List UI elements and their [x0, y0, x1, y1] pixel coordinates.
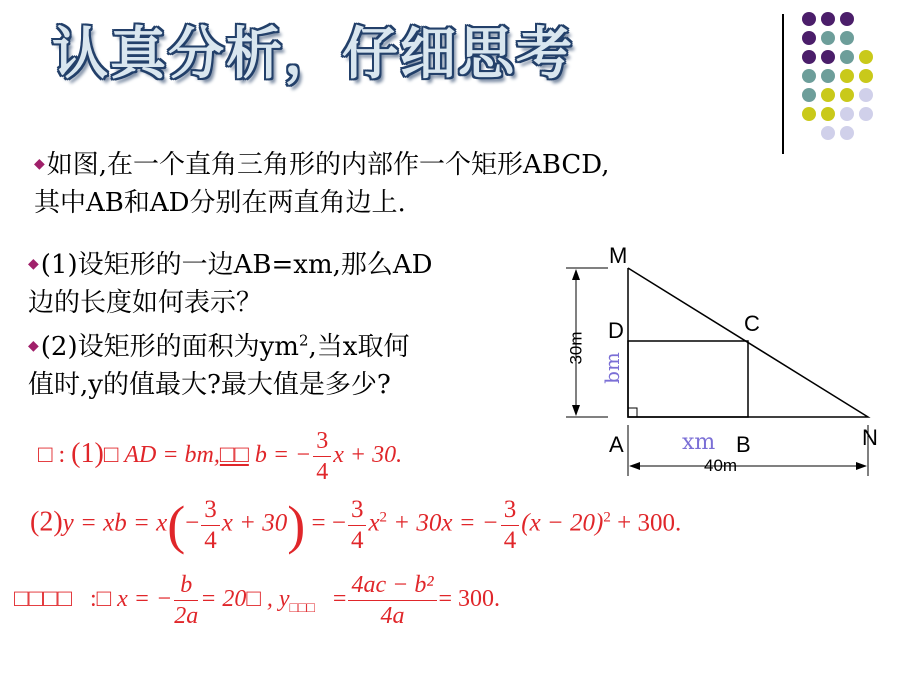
solution-line-1 — [38, 426, 402, 487]
s3-frac1-num: b — [174, 570, 198, 601]
dot — [840, 69, 854, 83]
s3-boxes: □□□□ — [14, 586, 72, 613]
s3-frac2-den: 4a — [380, 603, 405, 629]
right-angle-marker — [628, 408, 637, 417]
decorative-dot-grid — [800, 12, 890, 142]
s1-fraction — [313, 426, 331, 487]
s2-fraction-3 — [501, 495, 520, 556]
dot — [802, 69, 816, 83]
dot — [840, 31, 854, 45]
label-d: D — [608, 318, 624, 343]
s2-frac-den: 4 — [204, 526, 217, 554]
dot — [821, 88, 835, 102]
q2-line-1a: (2)设矩形的面积为ym — [40, 332, 299, 362]
dot — [821, 31, 835, 45]
paren-close: ) — [287, 495, 306, 555]
s2-c: = − — [311, 509, 346, 537]
s3-frac2-num: 4ac − b² — [348, 570, 436, 601]
s1-frac-num: 3 — [313, 426, 331, 457]
dot — [802, 12, 816, 26]
slide-title: 认真分析，仔细思考 — [52, 22, 574, 87]
dot — [840, 126, 854, 140]
q2-line-2: 值时,y的值最大?最大值是多少? — [28, 370, 391, 400]
s2-f: (x − 20) — [521, 509, 604, 537]
q1-line-2: 边的长度如何表示？ — [28, 288, 263, 318]
intro-line-1: 如图,在一个直角三角形的内部作一个矩形ABCD, — [46, 150, 610, 180]
minus: − — [185, 509, 200, 537]
intro-line-2: 其中AB和AD分别在两直角边上. — [34, 188, 406, 218]
label-xm: xm — [682, 430, 716, 455]
arrow-down — [572, 405, 580, 416]
arrow-right — [856, 462, 867, 470]
bullet-icon: ◆ — [28, 256, 39, 272]
dot — [802, 107, 816, 121]
s1-eq: AD = bm, — [124, 442, 220, 469]
dot — [859, 107, 873, 121]
dot — [859, 50, 873, 64]
dot — [859, 88, 873, 102]
s2-fraction-2 — [348, 495, 367, 556]
s3-tail: = 300. — [438, 586, 501, 613]
paren-open: ( — [167, 495, 186, 555]
s2-frac2-den: 4 — [350, 526, 364, 554]
s2-frac-num: 3 — [201, 495, 220, 526]
solution-line-2 — [30, 494, 681, 556]
s1-boxes: □□ — [219, 442, 249, 469]
label-bm: bm — [599, 352, 624, 384]
s2-d: x — [368, 509, 380, 537]
s3-sub: □□□ — [289, 600, 315, 616]
q1-line-1: (1)设矩形的一边AB=xm,那么AD — [40, 250, 433, 280]
s3-eq: = — [332, 586, 347, 613]
intro-text — [34, 148, 610, 220]
s2-num: (2) — [30, 506, 63, 538]
dot — [821, 50, 835, 64]
s3-colon: :□ — [89, 586, 112, 613]
bullet-icon: ◆ — [34, 156, 45, 172]
arrow-left — [629, 462, 640, 470]
q2-sup: 2 — [298, 331, 309, 350]
s2-frac2-num: 3 — [348, 495, 367, 526]
dot — [821, 69, 835, 83]
solution-line-3 — [14, 570, 500, 631]
s3-x: x = − — [117, 586, 173, 613]
s2-e: + 30x = − — [393, 509, 499, 537]
s3-mid: = 20□ , y — [200, 586, 290, 613]
question-2 — [28, 330, 409, 402]
s2-frac3-num: 3 — [501, 495, 520, 526]
dot — [802, 88, 816, 102]
arrow-up — [572, 269, 580, 280]
q2-line-1b: ,当x取何 — [308, 332, 410, 362]
label-c: C — [744, 311, 760, 336]
s2-f-sup: 2 — [603, 509, 611, 526]
dot — [840, 107, 854, 121]
label-m: M — [609, 243, 628, 268]
label-b: B — [736, 432, 751, 457]
s1-b: b = − — [254, 442, 312, 469]
dot — [840, 12, 854, 26]
label-a: A — [609, 432, 624, 457]
dot — [802, 31, 816, 45]
dot — [840, 88, 854, 102]
s1-tail: x + 30. — [333, 442, 403, 469]
s2-a: y = xb = x — [62, 509, 168, 537]
dot — [859, 69, 873, 83]
s1-prefix: □ : — [38, 442, 66, 469]
rectangle-abcd — [628, 341, 748, 417]
s3-fraction-2 — [348, 570, 436, 631]
dot — [802, 50, 816, 64]
s1-box: □ — [103, 442, 119, 469]
s3-fraction-1 — [174, 570, 198, 631]
s2-b: x + 30 — [221, 509, 288, 537]
dot — [840, 50, 854, 64]
question-1 — [28, 248, 432, 320]
s2-fraction-1 — [201, 495, 220, 556]
s1-frac-den: 4 — [316, 459, 329, 485]
s2-g: + 300. — [617, 509, 682, 537]
s2-frac3-den: 4 — [503, 526, 517, 554]
label-30m: 30m — [566, 331, 586, 365]
s1-num: (1) — [71, 438, 104, 470]
label-40m: 40m — [704, 456, 738, 475]
bullet-icon: ◆ — [28, 338, 39, 354]
s2-d-sup: 2 — [379, 509, 388, 526]
dot — [821, 12, 835, 26]
dot — [821, 126, 835, 140]
s3-frac1-den: 2a — [174, 603, 199, 629]
dot — [821, 107, 835, 121]
divider-line — [782, 14, 784, 154]
label-n: N — [862, 425, 878, 450]
